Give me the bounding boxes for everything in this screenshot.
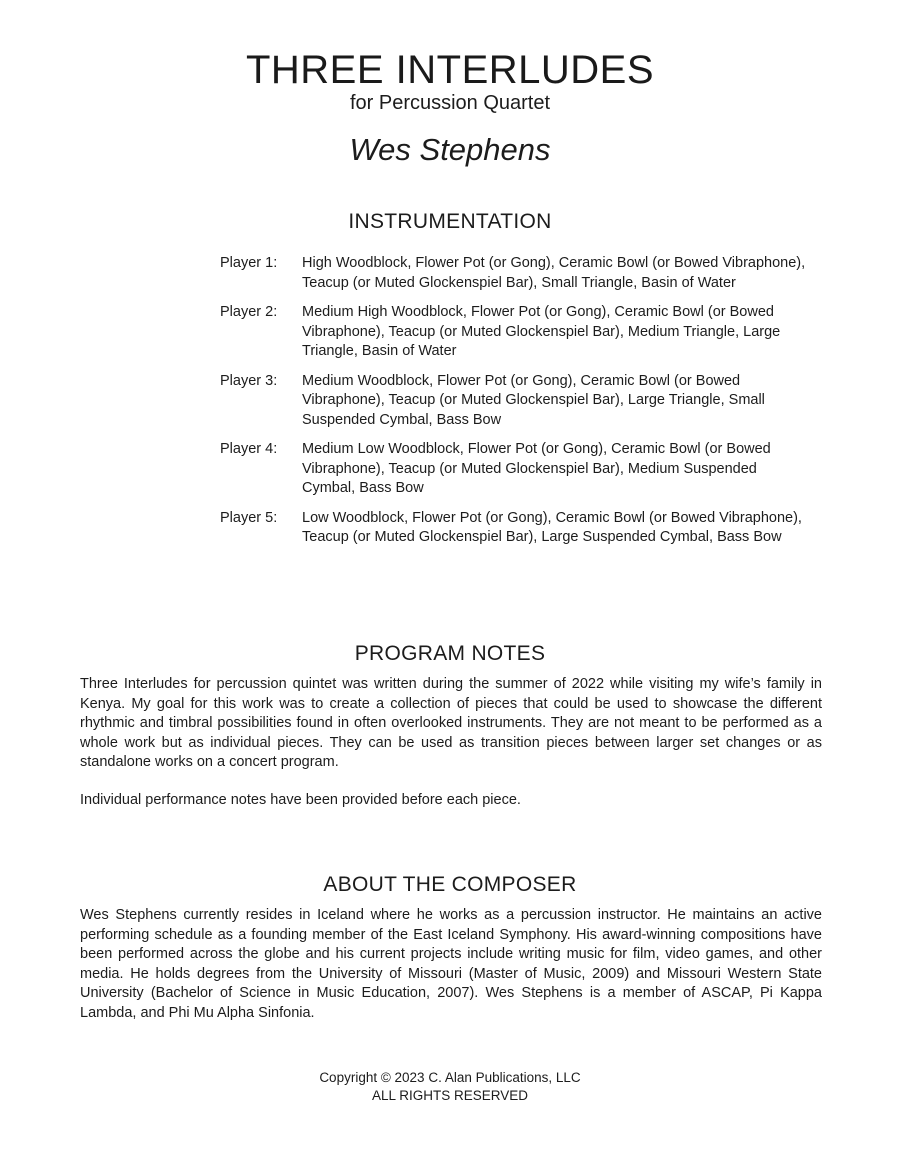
player-instruments: High Woodblock, Flower Pot (or Gong), Ceramic Bowl (or Bowed Vibraphone), Teacup (or Muted Glockenspiel Bar), Small Triangle, Basin of Water (302, 255, 806, 291)
player-entry (220, 254, 820, 293)
player-label: Player 1: (220, 255, 278, 271)
player-label: Player 5: (220, 509, 278, 526)
program-notes-paragraph (80, 675, 822, 773)
program-notes-lead: Three Interludes (80, 676, 188, 692)
instrumentation-list (220, 254, 820, 558)
player-instruments: Medium High Woodblock, Flower Pot (or Gong), Ceramic Bowl (or Bowed Vibraphone), Teacup (or Muted Glockenspiel Bar), Medium Triangle, Large Triangle, Basin of Water (302, 304, 781, 359)
player-instruments: Low Woodblock, Flower Pot (or Gong), Ceramic Bowl (or Bowed Vibraphone), Teacup (or Muted Glockenspiel Bar), Large Suspended Cymbal, Bass Bow (302, 509, 802, 545)
rights-line: ALL RIGHTS RESERVED (371, 1088, 529, 1103)
player-label: Player 4: (220, 441, 278, 457)
player-entry (220, 303, 820, 362)
page-title: THREE INTERLUDES (245, 48, 655, 92)
program-notes-heading: PROGRAM NOTES (354, 642, 546, 665)
about-composer-heading: ABOUT THE COMPOSER (323, 873, 577, 896)
performance-notes-paragraph: Individual performance notes have been provided before each piece. (80, 792, 521, 808)
copyright-footer (0, 1069, 900, 1105)
copyright-line: Copyright © 2023 C. Alan Publications, LLC (319, 1070, 581, 1085)
program-notes-body: for percussion quintet was written during the summer of 2022 while visiting my wife’s family in Kenya. My goal for this work was to create a collection of pieces that could be used to showcase the different rhythmic and timbral possibilities found in often overlooked instruments. They are not meant to be performed as a whole work but as individual pieces. They can be used as transition pieces between larger set changes or as standalone works on a concert program. (80, 676, 822, 770)
about-composer-lead: Wes Stephens (80, 907, 177, 923)
about-composer-paragraph (80, 906, 822, 1023)
player-entry (220, 372, 820, 431)
composer-name: Wes Stephens (349, 132, 551, 167)
player-label: Player 3: (220, 372, 278, 389)
instrumentation-heading: INSTRUMENTATION (348, 210, 552, 233)
page-subtitle: for Percussion Quartet (349, 92, 551, 114)
player-instruments: Medium Low Woodblock, Flower Pot (or Gong), Ceramic Bowl (or Bowed Vibraphone), Teacup (or Muted Glockenspiel Bar), Medium Suspended Cymbal, Bass Bow (302, 441, 771, 496)
player-entry (220, 440, 820, 499)
player-instruments: Medium Woodblock, Flower Pot (or Gong), Ceramic Bowl (or Bowed Vibraphone), Teacup (or Muted Glockenspiel Bar), Large Triangle, Small Suspended Cymbal, Bass Bow (302, 372, 765, 428)
about-composer-body: currently resides in Iceland where he works as a percussion instructor. He maintains an active performing schedule as a founding member of the East Iceland Symphony. His award-winning compositions have been performed across the globe and his current projects include writing music for film, video games, and other media. He holds degrees from the University of Missouri (Master of Music, 2009) and Missouri Western State University (Bachelor of Science in Music Education, 2007). Wes Stephens is a member of ASCAP, Pi Kappa Lambda, and Phi Mu Alpha Sinfonia. (80, 907, 822, 1021)
player-label: Player 2: (220, 304, 278, 320)
player-entry (220, 509, 820, 548)
